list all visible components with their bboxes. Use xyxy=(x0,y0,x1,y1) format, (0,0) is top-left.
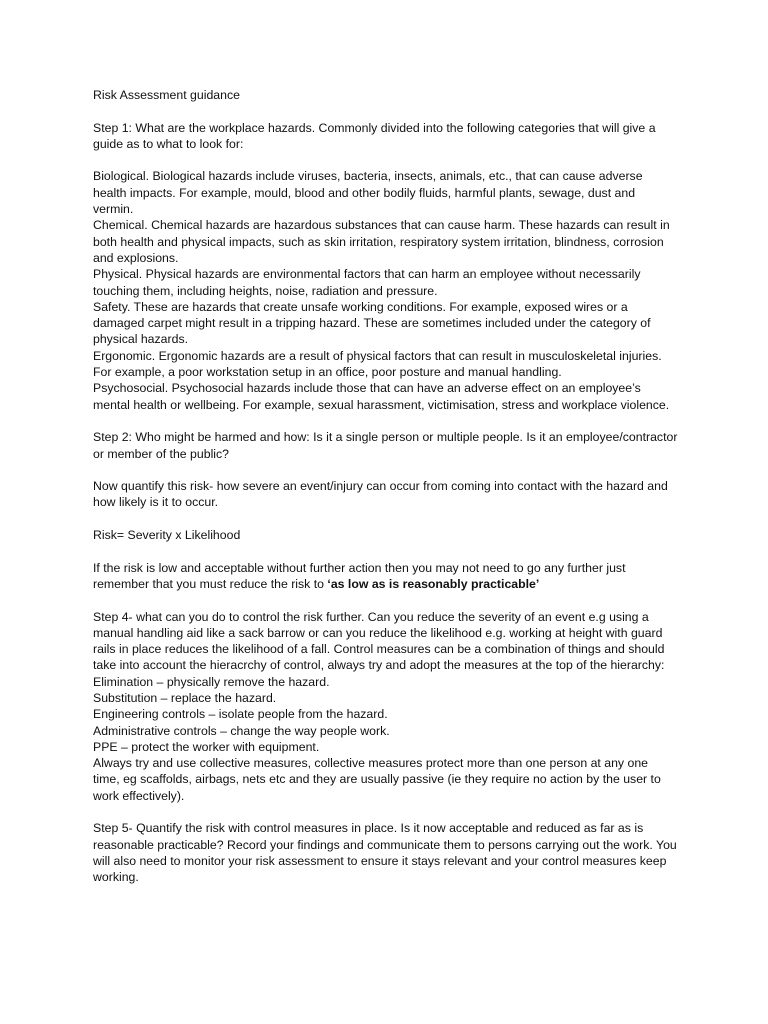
hierarchy-item: PPE – protect the worker with equipment. xyxy=(93,739,320,754)
step-1-paragraph: Step 1: What are the workplace hazards. Commonly divided into the following categories that will give a guide as to what to look for: xyxy=(93,120,656,151)
collective-measures-paragraph: Always try and use collective measures, collective measures protect more than one person at any one time, eg scaffolds, airbags, nets etc and they are usually passive (ie they require no action by the user to work effectively). xyxy=(93,756,661,803)
hierarchy-item: Substitution – replace the hazard. xyxy=(93,690,277,705)
step-2-paragraph: Step 2: Who might be harmed and how: Is it a single person or multiple people. Is it an employee/contractor or member of the public? xyxy=(93,430,678,461)
category-chemical: Chemical. Chemical hazards are hazardous substances that can cause harm. These hazards can result in both health and physical impacts, such as skin irritation, respiratory system irritation, blindness, corrosion and explosions. xyxy=(93,218,670,265)
low-risk-text: If the risk is low and acceptable without further action then you may not need to go any further just remember that you must reduce the risk to xyxy=(93,560,626,591)
step-5-paragraph: Step 5- Quantify the risk with control measures in place. Is it now acceptable and reduced as far as is reasonable practicable? Record your findings and communicate them to persons carrying out the work. You will also need to monitor your risk assessment to ensure it stays relevant and your control measures keep working. xyxy=(93,821,677,885)
hierarchy-item: Elimination – physically remove the hazard. xyxy=(93,674,330,689)
category-biological: Biological. Biological hazards include viruses, bacteria, insects, animals, etc., that can cause adverse health impacts. For example, mould, blood and other bodily fluids, harmful plants, sewage, dust and vermin. xyxy=(93,169,643,217)
hierarchy-item: Engineering controls – isolate people from the hazard. xyxy=(93,707,388,722)
risk-formula: Risk= Severity x Likelihood xyxy=(93,528,241,543)
category-physical: Physical. Physical hazards are environmental factors that can harm an employee without necessarily touching them, including heights, noise, radiation and pressure. xyxy=(93,267,641,298)
category-ergonomic: Ergonomic. Ergonomic hazards are a result of physical factors that can result in musculoskeletal injuries. For example, a poor workstation setup in an office, poor posture and manual handling. xyxy=(93,348,662,380)
quantify-paragraph: Now quantify this risk- how severe an event/injury can occur from coming into contact with the hazard and how likely is it to occur. xyxy=(93,479,668,510)
step-4-paragraph: Step 4- what can you do to control the risk further. Can you reduce the severity of an event e.g using a manual handling aid like a sack barrow or can you reduce the likelihood e.g. working at height with guard rails in place reduces the likelihood of a fall. Control measures can be a combination of things and should take into account the hieracrchy of control, always try and adopt the measures at the top of the hierarchy: xyxy=(93,609,665,673)
low-risk-paragraph xyxy=(93,560,678,593)
category-safety: Safety. These are hazards that create unsafe working conditions. For example, exposed wires or a damaged carpet might result in a tripping hazard. These are sometimes included under the category of physical hazards. xyxy=(93,299,651,347)
category-psychosocial: Psychosocial. Psychosocial hazards include those that can have an adverse effect on an employee’s mental health or wellbeing. For example, sexual harassment, victimisation, stress and workplace violence. xyxy=(93,381,670,412)
document-page xyxy=(93,87,678,886)
alarp-emphasis: ‘as low as is reasonably practicable’ xyxy=(327,576,540,591)
document-title: Risk Assessment guidance xyxy=(93,88,240,102)
hierarchy-item: Administrative controls – change the way people work. xyxy=(93,723,390,738)
